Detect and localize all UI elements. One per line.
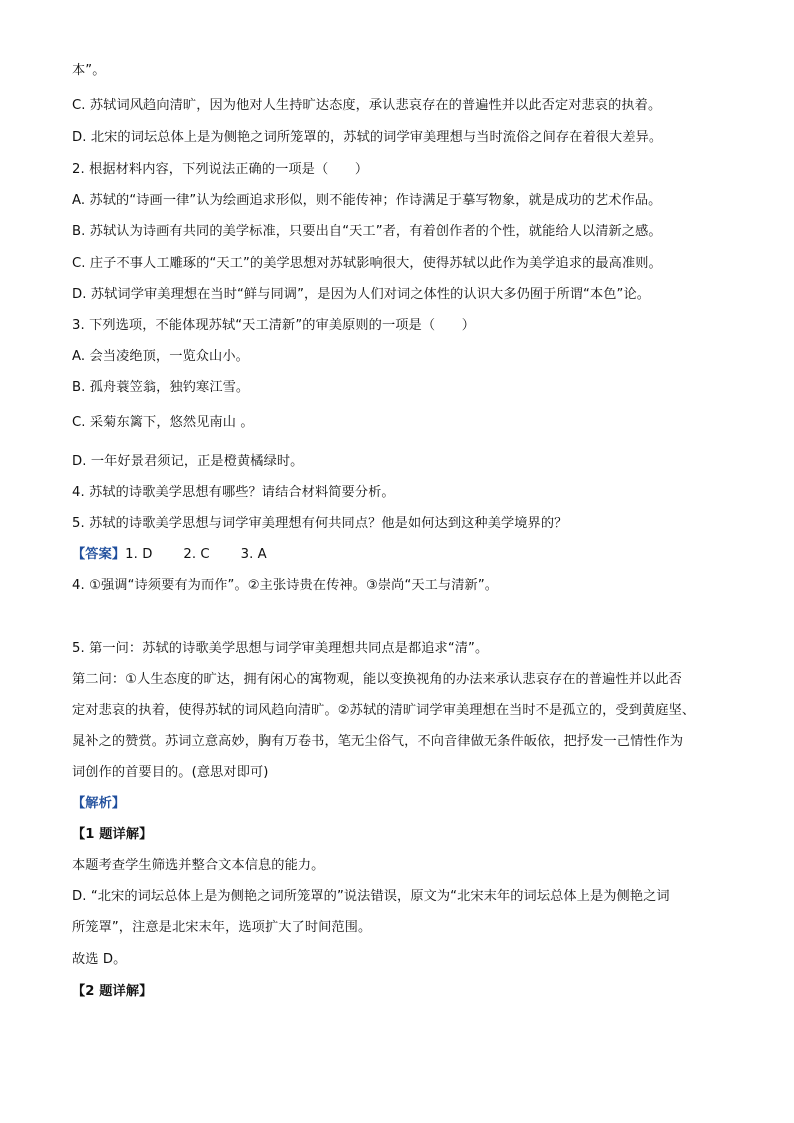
- detail-1-intro: 本题考查学生筛选并整合文本信息的能力。: [72, 858, 325, 873]
- option-c-q1: C. 苏轼词风趋向清旷，因为他对人生持旷达态度，承认悲哀存在的普遍性并以此否定对悲哀的执着。: [72, 98, 662, 113]
- option-d-q2: D. 苏轼词学审美理想在当时“鲜与同调”，是因为人们对词之体性的认识大多仍囿于所谓“本色”论。: [72, 287, 651, 302]
- question-4: 4. 苏轼的诗歌美学思想有哪些？请结合材料简要分析。: [72, 485, 395, 500]
- option-c-q2: C. 庄子不事人工雕琢的“天工”的美学思想对苏轼影响很大，使得苏轼以此作为美学追求的最高准则。: [72, 256, 662, 271]
- option-b-q3: B. 孤舟蓑笠翁，独钓寒江雪。: [72, 380, 250, 395]
- option-a-q3: A. 会当凌绝顶，一览众山小。: [72, 349, 249, 364]
- text-line: 本”。: [72, 63, 106, 78]
- answer-line: [72, 545, 267, 565]
- answer-5-part2-line4: 词创作的首要目的。(意思对即可): [72, 765, 269, 780]
- question-3: 3. 下列选项，不能体现苏轼“天工清新”的审美原则的一项是（ ）: [72, 318, 475, 333]
- answer-5-part2-line2: 定对悲哀的执着，使得苏轼的词风趋向清旷。②苏轼的清旷词学审美理想在当时不是孤立的，受到黄庭坚、: [72, 703, 696, 718]
- question-2: 2. 根据材料内容，下列说法正确的一项是（ ）: [72, 162, 369, 177]
- answer-5-part2-line1: 第二问：①人生态度的旷达，拥有闲心的寓物观，能以变换视角的办法来承认悲哀存在的普遍性并以此否: [72, 672, 682, 687]
- detail-1-line1: D. “北宋的词坛总体上是为侧艳之词所笼罩的”说法错误，原文为“北宋末年的词坛总体上是为侧艳之词: [72, 889, 670, 904]
- answer-label: 【答案】: [72, 547, 126, 562]
- analysis-label: 【解析】: [72, 796, 126, 811]
- option-d-q3: D. 一年好景君须记，正是橙黄橘绿时。: [72, 454, 304, 469]
- answer-keys: 1. D 2. C 3. A: [125, 547, 267, 562]
- detail-1-line2: 所笼罩”，注意是北宋末年，选项扩大了时间范围。: [72, 920, 372, 935]
- answer-5-part1: 5. 第一问：苏轼的诗歌美学思想与词学审美理想共同点是都追求“清”。: [72, 641, 489, 656]
- option-d-q1: D. 北宋的词坛总体上是为侧艳之词所笼罩的，苏轼的词学审美理想与当时流俗之间存在着很大差异。: [72, 130, 663, 145]
- detail-2-label: 【2 题详解】: [72, 984, 153, 999]
- answer-4: 4. ①强调“诗须要有为而作”。②主张诗贵在传神。③崇尚“天工与清新”。: [72, 578, 499, 593]
- option-b-q2: B. 苏轼认为诗画有共同的美学标准，只要出自“天工”者，有着创作者的个性，就能给人以清新之感。: [72, 224, 662, 239]
- detail-1-label: 【1 题详解】: [72, 827, 153, 842]
- option-c-q3: C. 采菊东篱下，悠然见南山 。: [72, 415, 254, 430]
- question-5: 5. 苏轼的诗歌美学思想与词学审美理想有何共同点？他是如何达到这种美学境界的？: [72, 516, 568, 531]
- answer-5-part2-line3: 晁补之的赞赏。苏词立意高妙，胸有万卷书，笔无尘俗气，不向音律做无条件皈依，把抒发一己情性作为: [72, 734, 684, 749]
- detail-1-conclusion: 故选 D。: [72, 952, 127, 967]
- option-a-q2: A. 苏轼的“诗画一律”认为绘画追求形似，则不能传神；作诗满足于摹写物象，就是成功的艺术作品。: [72, 193, 662, 208]
